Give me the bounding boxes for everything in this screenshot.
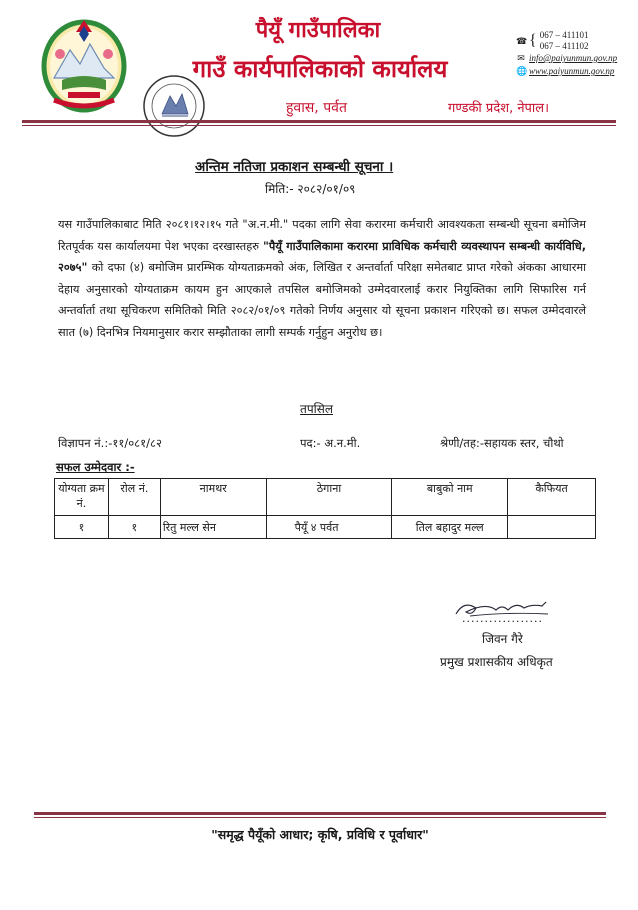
website-link[interactable]: www.paiyunmun.gov.np	[529, 66, 615, 76]
signer-designation: प्रमुख प्रशासकीय अधिकृत	[440, 655, 553, 669]
office-location: हुवास, पर्वत	[286, 100, 347, 116]
phone-row	[516, 30, 617, 52]
footer-rule-thick	[34, 812, 606, 815]
table-header-row	[55, 479, 596, 516]
phone-1: 067 – 411101	[539, 30, 589, 40]
signer-name: जिवन गैरे	[482, 632, 523, 646]
municipality-name: पैयूँ गाउँपालिका	[255, 18, 381, 43]
level-name: श्रेणी/तह:-सहायक स्तर, चौथो	[440, 436, 564, 450]
cell-remarks	[508, 516, 596, 539]
footer-motto: "समृद्ध पैयूँको आधार; कृषि, प्रविधि र पूर्वाधार"	[211, 827, 429, 842]
col-header-roll-no: रोल नं.	[108, 479, 160, 516]
phone-numbers	[540, 30, 589, 52]
header-rule-thick	[22, 120, 616, 123]
notice-body	[58, 214, 586, 343]
contact-block	[516, 30, 617, 78]
body-part-1: यस गाउँपालिकाबाट मिति २०८१।१२।१५ गते "अ.न.मी." पदका लागि सेवा करारमा कर्मचारी आवश्यकता सम्बन्धी सूचना बमोजिम रितपूर्वक यस कार्यालयमा पेश भएका दरखास्तहरु	[58, 218, 586, 253]
footer-rule-thin	[34, 817, 606, 818]
email-row	[516, 52, 617, 65]
col-header-name: नामथर	[160, 479, 266, 516]
notice-date: मिति:- २०८२/०१/०९	[265, 182, 356, 196]
province-name: गण्डकी प्रदेश, नेपाल।	[448, 101, 550, 116]
website-row	[516, 65, 617, 78]
cell-roll-no: १	[108, 516, 160, 539]
col-header-remarks: कैफियत	[508, 479, 596, 516]
successful-candidate-heading: सफल उम्मेदवार :-	[56, 460, 135, 474]
nepal-emblem-logo	[40, 16, 128, 114]
schedule-heading: तपसिल	[300, 402, 334, 416]
cell-address: पैयूँ ४ पर्वत	[266, 516, 392, 539]
signature-dots: ..................	[462, 612, 543, 625]
phone-brace: {	[529, 32, 537, 49]
body-part-2: को दफा (४) बमोजिम प्रारम्भिक योग्यताक्रमको अंक, लिखित र अन्तर्वार्ता परिक्षा समेतबाट प्राप्त गरेको अंकका आधारमा देहाय अनुसारको योग्यताक्रम कायम हुन आएकाले तपसिल बमोजिमको उम्मेदवारलाई करार नियुक्तिका लागि सिफारिस गर्न अन्तर्वार्ता तथा सूचिकरण समितिको मिति २०८२/०१/०९ गतेको निर्णय अनुसार यो सूचना प्रकाशन गरिएको छ। सफल उम्मेदवारले सात (७) दिनभित्र नियमानुसार करार सम्झौताका लागी सम्पर्क गर्नुहुन अनुरोध छ।	[58, 261, 586, 339]
cell-father-name: तिल बहादुर मल्ल	[392, 516, 508, 539]
office-name: गाउँ कार्यपालिकाको कार्यालय	[192, 55, 448, 83]
email-icon: ✉	[517, 53, 525, 63]
advertisement-number: विज्ञापन नं.:-११/०८१/८२	[58, 436, 162, 450]
phone-icon: ☎	[516, 35, 528, 46]
col-header-father-name: बाबुको नाम	[392, 479, 508, 516]
col-header-merit-no: योग्यता क्रम नं.	[55, 479, 109, 516]
globe-icon: 🌐	[516, 66, 528, 76]
header-rule-thin	[22, 125, 616, 126]
table-row	[55, 516, 596, 539]
cell-merit-no: १	[55, 516, 109, 539]
notice-title: अन्तिम नतिजा प्रकाशन सम्बन्धी सूचना ।	[195, 159, 394, 175]
body-procedure-name: "पैयूँ गाउँपालिकामा करारमा प्राविधिक कर्मचारी व्यवस्थापन सम्बन्धी कार्यविधि, २०७५"	[58, 239, 586, 274]
post-name: पद:- अ.न.मी.	[300, 436, 361, 450]
col-header-address: ठेगाना	[266, 479, 392, 516]
email-link[interactable]: info@paiyunmun.gov.np	[529, 53, 618, 63]
result-table	[54, 478, 596, 539]
phone-2: 067 – 411102	[539, 41, 589, 51]
cell-name: रितु मल्ल सेन	[160, 516, 266, 539]
